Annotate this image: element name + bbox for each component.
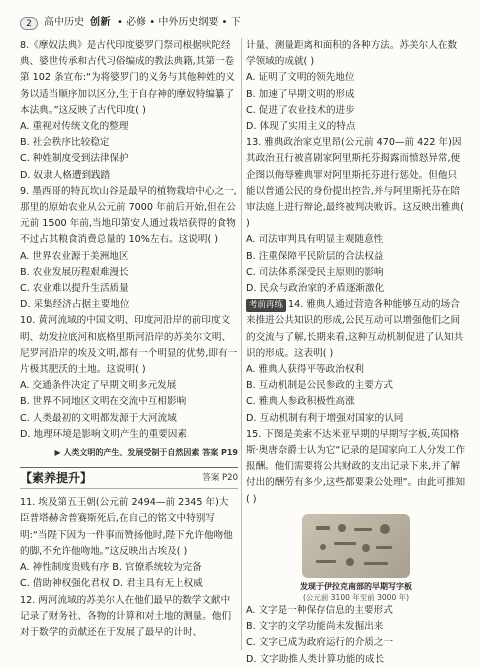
image-caption: 发现于伊拉克南部的早期写字板 <box>300 581 412 591</box>
option-d: D. 民众与政治家的矛盾逐渐激化 <box>246 283 385 295</box>
question-text: 14. 雅典人通过营造各种能够互动的场合来推进公共知识的形成,公民互动可以增强他们之间的交流与了解,长期来看,这种互动机制促进了认知共识的形成。这表明( ) <box>246 299 464 359</box>
question-stem: 计量、测量距离和面积的各种方法。苏美尔人在数学领域的成就( ) <box>246 40 458 68</box>
practice-tag: 考前再练 <box>246 299 286 312</box>
question-stem: 12. 两河流域的苏美尔人在他们最早的数学文献中记录了财务社、各物的计算和对土地的测量。他们对于数学的贡献还在于发展了最早的计时、 <box>20 594 232 638</box>
option-ab: A. 神性制度贵贱有序 B. 官僚系统较为完备 <box>20 562 202 574</box>
question-stem: 8.《摩奴法典》是古代印度婆罗门祭司根据吠陀经典、婆世传承和古代习俗编成的教法典籍,其第一卷第 102 条宣布:“为将婆罗门的义务与其他种姓的义务以适当顺序加以区分,生于自存神的摩奴特编纂了本法典。”这反映了古代印度( ) <box>20 40 235 116</box>
question-stem: 11. 埃及第五王朝(公元前 2494—前 2345 年)大臣普塔赫舍普赛斯死后,在自己的铭文中特别写明:“当陛下因为一件事而赞扬他时,陛下允许他吻他的脚,不允许他吻地。”这反映出古埃及( ) <box>20 497 233 557</box>
option-c: C. 文字已成为政府运行的介质之一 <box>246 637 394 649</box>
option-b: B. 文字的文学功能尚未发掘出来 <box>246 621 384 633</box>
section-title: 【素养提升】 <box>20 471 93 486</box>
option-c: C. 促进了农业技术的进步 <box>246 104 355 116</box>
option-a: A. 雅典人获得平等政治权利 <box>246 364 365 376</box>
series-title: 高中历史 <box>44 16 84 28</box>
option-c: C. 雅典人参政积极性高涨 <box>246 396 355 408</box>
question-14 <box>246 297 466 427</box>
option-a: A. 交通条件决定了早期文明多元发展 <box>20 380 177 392</box>
image-date: (公元前 3100 年至前 3000 年) <box>302 592 410 602</box>
option-b: B. 世界不同地区文明在交流中互相影响 <box>20 396 187 408</box>
option-b: B. 互动机制是公民参政的主要方式 <box>246 380 393 392</box>
option-b: B. 社会秩序比较稳定 <box>20 137 110 149</box>
column-divider <box>241 38 242 650</box>
option-c: C. 司法体系深受民主原则的影响 <box>246 266 384 278</box>
option-b: B. 注重保障平民阶层的合法权益 <box>246 250 384 262</box>
option-c: C. 人类最初的文明都发源于大河流域 <box>20 412 177 424</box>
option-d: D. 互动机制有利于增强对国家的认同 <box>246 412 404 424</box>
question-9 <box>20 184 238 314</box>
question-10 <box>20 313 238 443</box>
question-15 <box>246 427 466 668</box>
question-stem: 15. 下图是美索不达米亚早期的早期写字板,英国格斯·奥唐奈爵士认为它“记录的是国家向工人分发工作报酬。他们需要将公共财政的支出记录下来,并了解付出的酬劳有多少,这些都要秉公处理”。由此可推知( ) <box>246 428 466 505</box>
option-a: A. 司法审判具有明显主观随意性 <box>246 234 384 246</box>
question-12-continued <box>246 38 466 135</box>
question-stem <box>246 297 466 362</box>
option-b: B. 农业发展历程艰难漫长 <box>20 266 129 278</box>
option-c: C. 农业难以提升生活质量 <box>20 283 129 295</box>
page-number: 2 <box>20 17 38 30</box>
question-13 <box>246 135 466 297</box>
brand-logo: 创新 <box>90 16 111 28</box>
option-cd: C. 借助神权强化君权 D. 君主具有无上权威 <box>20 578 203 590</box>
question-11 <box>20 495 238 592</box>
question-8 <box>20 38 238 184</box>
book-title: • 必修 • 中外历史纲要 • 下 <box>117 16 241 28</box>
option-d: D. 地理环境是影响文明产生的重要因素 <box>20 428 187 440</box>
left-column <box>20 38 238 641</box>
right-column <box>246 38 466 668</box>
option-a: A. 文字是一种保存信息的主要形式 <box>246 604 393 616</box>
question-12 <box>20 593 238 642</box>
option-d: D. 采集经济占据主要地位 <box>20 299 130 311</box>
option-d: D. 奴隶人格遭到践踏 <box>20 169 111 181</box>
question-stem: 10. 黄河流域的中国文明、印度河沿岸的前印度文明、幼发拉底河和底格里斯河沿岸的苏美尔文明、尼罗河沿岸的埃及文明,都有一个明显的优势,即有一片极其肥沃的土地。这说明( ) <box>20 315 238 376</box>
clay-tablet-image <box>302 514 410 578</box>
question-stem: 13. 雅典政治家克里昂(公元前 470—前 422 年)因其政治丑行被喜剧家阿里斯托芬揭露而愤怒异常,便企图以侮辱雅典罪对阿里斯托芬进行惩处。但他只能以普通公民的身份提出控告,并与阿里斯托芬在陪审法庭上进行辩论,最终被判决败诉。这反映出雅典( ) <box>246 137 464 230</box>
option-d: D. 体现了实用主义的特点 <box>246 121 356 133</box>
option-a: A. 重视对传统文化的整理 <box>20 121 129 133</box>
option-a: A. 证明了文明的领先地位 <box>246 72 355 84</box>
answer-note: ▶ 人类文明的产生、发展受制于自然因素 答案 P19 <box>54 448 238 458</box>
section-header <box>20 467 238 489</box>
section-answer-ref: 答案 P20 <box>202 473 238 484</box>
page-header <box>20 14 241 32</box>
option-a: A. 世界农业源于美洲地区 <box>20 250 129 262</box>
option-c: C. 种姓制度受到法律保护 <box>20 153 129 165</box>
option-d: D. 文字助推人类计算功能的成长 <box>246 653 385 665</box>
option-b: B. 加速了早期文明的形成 <box>246 88 355 100</box>
question-stem: 9. 墨西哥的特瓦坎山谷是最早的植物栽培中心之一,那里的原始农业从公元前 7000 年前后开始,但在公元前 1500 年前,当地印第安人通过栽培获得的食物不过占其粮食消费总量的 10%左右。这说明( ) <box>20 185 237 246</box>
